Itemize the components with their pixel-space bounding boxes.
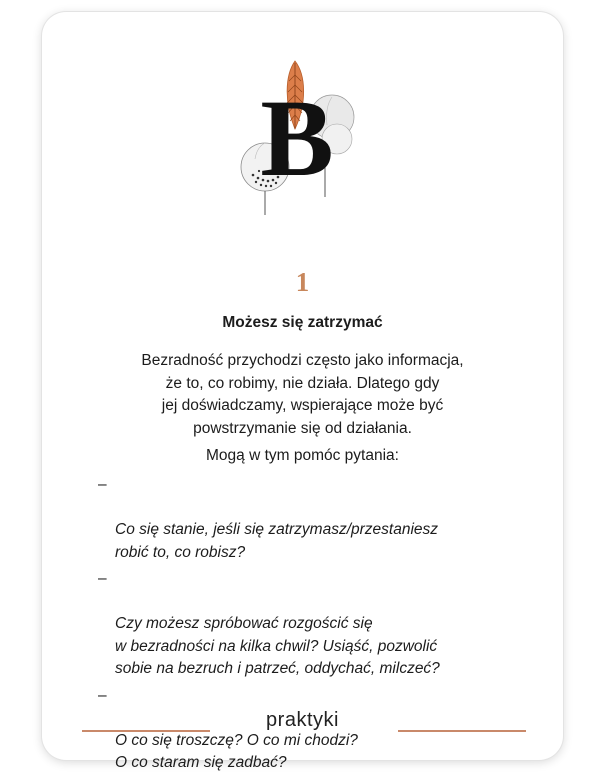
question-text: Czy możesz spróbować rozgościć się w bezradności na kilka chwil? Usiąść, pozwolić sobie na bezruch i patrzeć, oddychać, milczeć? — [115, 615, 440, 677]
footer-divider-right — [398, 730, 526, 732]
dash-bullet: – — [98, 686, 107, 704]
question-item — [98, 568, 528, 681]
questions-lead: Mogą w tym pomóc pytania: — [206, 447, 399, 464]
svg-text:B: B — [260, 77, 334, 199]
card-number: 1 — [295, 267, 310, 297]
question-text: Co się stanie, jeśli się zatrzymasz/przestaniesz robić to, co robisz? — [115, 521, 439, 561]
questions-list — [98, 474, 528, 779]
card-title: Możesz się zatrzymać — [222, 314, 383, 331]
practice-card — [42, 12, 563, 771]
dash-bullet: – — [98, 476, 107, 493]
intro-line: że to, co robimy, nie działa. Dlatego gdy — [165, 374, 440, 392]
dash-bullet: – — [98, 570, 107, 587]
card-intro — [72, 350, 533, 440]
question-text: O co się troszczę? O co mi chodzi? O co staram się zadbać? — [115, 731, 358, 771]
question-item — [98, 474, 528, 564]
footer-category-label: praktyki — [266, 709, 339, 731]
intro-line: jej doświadczamy, wspierające może być — [161, 397, 444, 414]
intro-line: Bezradność przychodzi często jako informacja, — [141, 352, 464, 369]
intro-line: powstrzymanie się od działania. — [193, 419, 412, 437]
botanical-letter-b-illustration-icon — [237, 47, 357, 217]
